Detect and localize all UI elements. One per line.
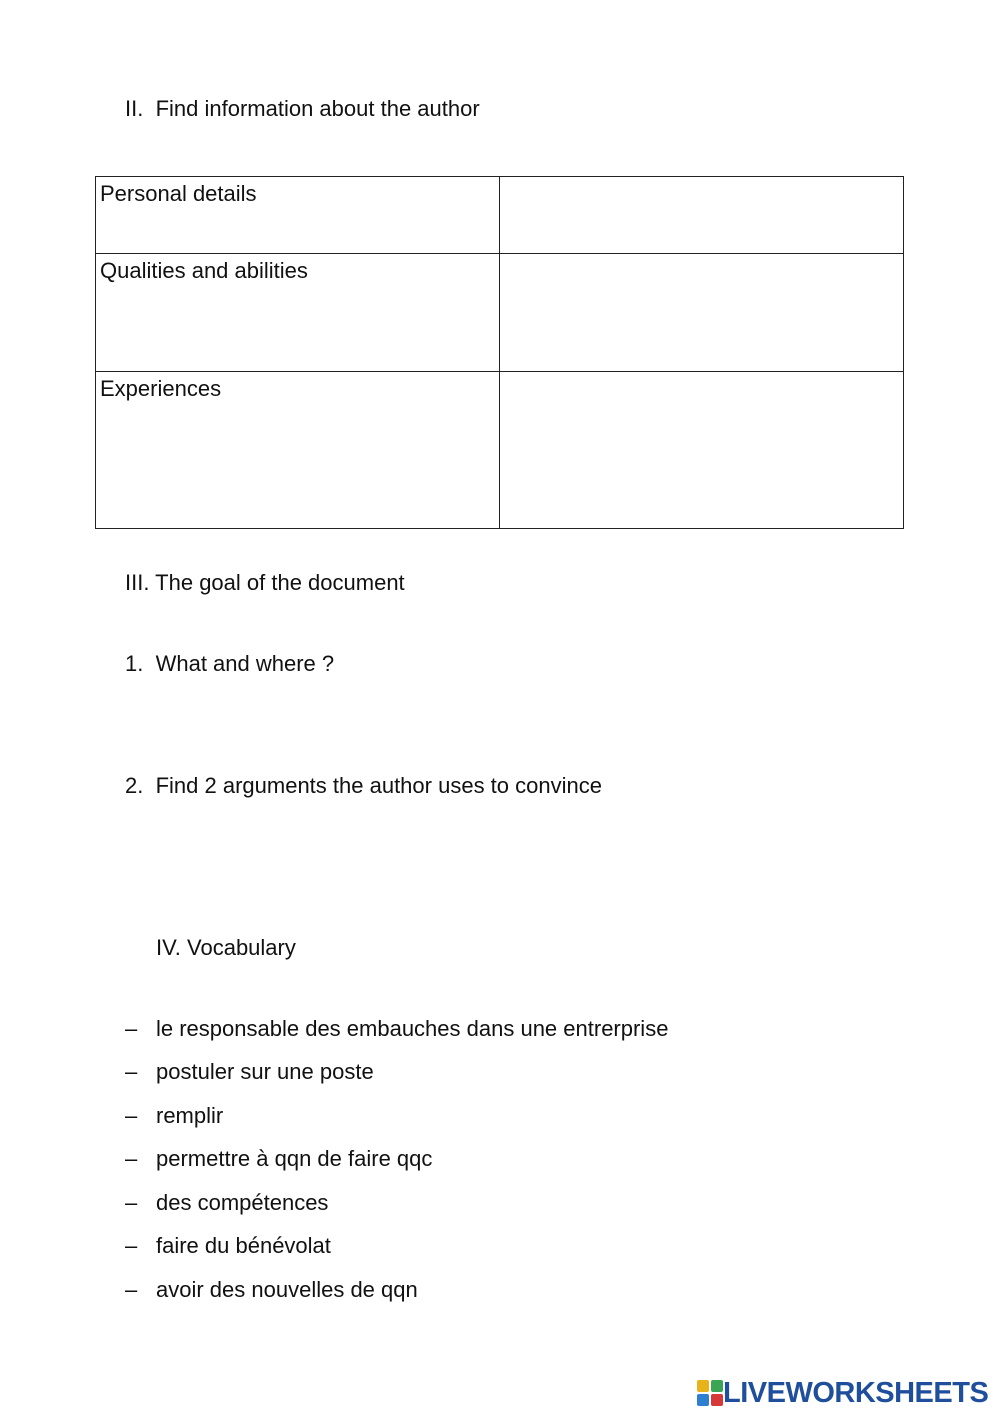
answer-cell[interactable] (500, 177, 904, 254)
row-label: Qualities and abilities (96, 254, 500, 372)
table-row (96, 177, 904, 254)
section-heading-goal (125, 570, 405, 596)
section-heading-author (125, 96, 480, 122)
author-info-table (95, 176, 904, 529)
section-number: IV. (156, 935, 181, 960)
logo-wordmark: LIVEWORKSHEETS (723, 1376, 989, 1409)
vocab-text: remplir (156, 1103, 224, 1128)
dash-bullet: – (125, 1059, 138, 1084)
vocab-text: faire du bénévolat (156, 1233, 331, 1258)
dash-bullet: – (125, 1016, 138, 1041)
liveworksheets-logo[interactable] (697, 1378, 988, 1408)
section-number: II. (125, 96, 144, 121)
row-label: Experiences (96, 372, 500, 529)
liveworksheets-logo-icon (697, 1380, 723, 1406)
row-label: Personal details (96, 177, 500, 254)
vocab-text: le responsable des embauches dans une entrerprise (156, 1016, 669, 1041)
question-text: Find 2 arguments the author uses to convince (155, 773, 602, 798)
question-item (125, 773, 602, 799)
table-row (96, 372, 904, 529)
question-text: What and where ? (155, 651, 335, 676)
section-title: Vocabulary (187, 935, 296, 960)
section-title: The goal of the document (155, 570, 405, 595)
dash-bullet: – (125, 1103, 138, 1128)
dash-bullet: – (125, 1190, 138, 1215)
vocab-text: permettre à qqn de faire qqc (156, 1146, 433, 1171)
question-number: 2. (125, 773, 144, 798)
answer-cell[interactable] (500, 254, 904, 372)
question-item (125, 651, 334, 677)
dash-bullet: – (125, 1146, 138, 1171)
section-number: III. (125, 570, 150, 595)
table-row (96, 254, 904, 372)
section-title: Find information about the author (155, 96, 480, 121)
dash-bullet: – (125, 1233, 138, 1258)
answer-cell[interactable] (500, 372, 904, 529)
vocab-text: des compétences (156, 1190, 329, 1215)
vocab-text: avoir des nouvelles de qqn (156, 1277, 418, 1302)
section-heading-vocabulary (156, 935, 296, 961)
vocab-text: postuler sur une poste (156, 1059, 374, 1084)
question-number: 1. (125, 651, 144, 676)
dash-bullet: – (125, 1277, 138, 1302)
